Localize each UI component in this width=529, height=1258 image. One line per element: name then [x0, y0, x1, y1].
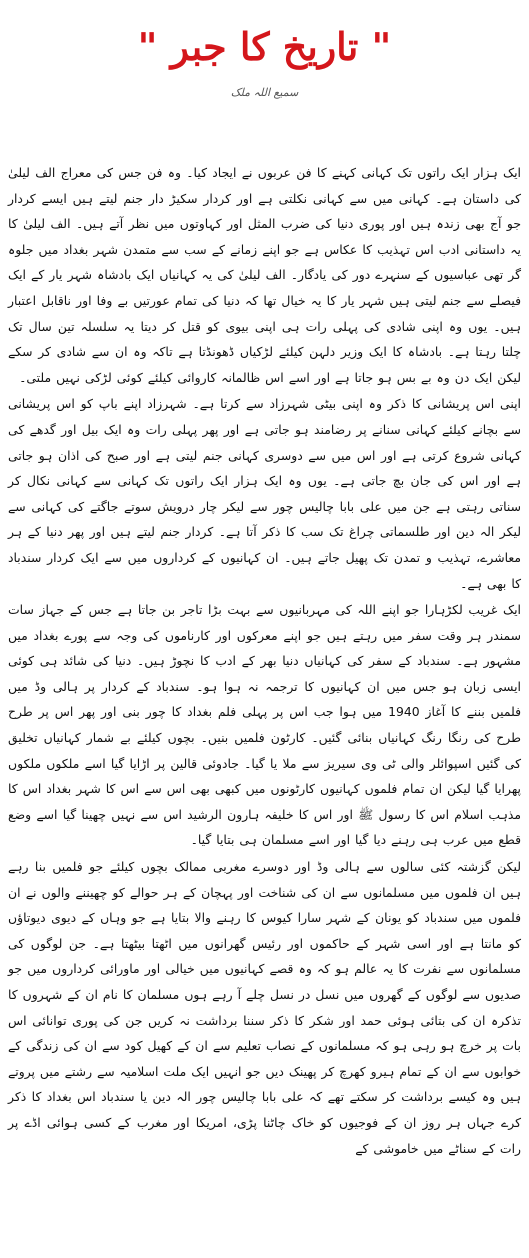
paragraph-1: ایک ہزار ایک راتوں تک کہانی کہنے کا فن عربوں نے ایجاد کیا۔ وہ فن جس کی معراج الف لیلیٰ کی داستان ہے۔ کہانی میں سے کہانی نکلتی ہے اور کردار سکیڑ دار جنم لیتے ہیں ایسے کردار جو آج بھی زندہ ہیں اور پوری دنیا کی ضرب المثل اور کہاوتوں میں نظر آتے ہیں۔ الف لیلیٰ کا یہ داستانی ادب اس تہذیب کا عکاس ہے جو اپنے زمانے کے سب سے متمدن شہر بغداد میں جلوہ گر تھی عباسیوں کے سنہرے دور کی یادگار۔ الف لیلیٰ کی یہ کہانیاں ایک بادشاہ شہر یار کے ایک فیصلے سے جنم لیتی ہیں شہر یار کا یہ خیال تھا کہ دنیا کی تمام عورتیں بے وفا اور ناقابل اعتبار ہیں۔ یوں وہ اپنی شادی کی پہلی رات ہی اپنی بیوی کو قتل کر دیتا یہ سلسلہ تین سال تک چلتا رہتا ہے۔ بادشاہ کا ایک وزیر دلہن کیلئے لڑکیاں ڈھونڈتا ہے تاکہ وہ ان سے شادی کر سکے لیکن ایک دن وہ بے بس ہو جاتا ہے اور اسے اس ظالمانہ کاروائی کیلئے کوئی لڑکی نہیں ملتی۔ — [8, 165, 521, 385]
paragraph-2: اپنی اس پریشانی کا ذکر وہ اپنی بیٹی شہرزاد سے کرتا ہے۔ شہرزاد اپنے باپ کو اس پریشانی سے بچانے کیلئے کہانی سنانے پر رضامند ہو جاتی ہے اور پھر پہلی رات وہ ایک بیل اور گدھے کی کہانی شروع کرتی ہے اور اس میں سے دوسری کہانی جنم لیتی ہے اور صبح کی اذان ہو جاتی ہے اور اس کی جان بچ جاتی ہے۔ یوں وہ ایک ہزار ایک راتوں تک کہانی سے کہانی نکال کر سناتی رہتی ہے جن میں علی بابا چالیس چور سے لیکر چار درویش سوتے جاگتے کی کہانی سے لیکر الہ دین اور طلسماتی چراغ تک سب کا ذکر آتا ہے۔ کردار جنم لیتے ہیں اور پھر دنیا کے ہر معاشرے، تہذیب و تمدن تک پھیل جاتے ہیں۔ ان کہانیوں کے کرداروں میں سے ایک کردار سندباد کا بھی ہے۔ — [8, 396, 521, 591]
article-body — [8, 160, 521, 1161]
author-byline: سمیع اللہ ملک — [230, 86, 299, 99]
article-title: " تاریخ کا جبر " — [137, 24, 392, 69]
paragraph-4: لیکن گزشتہ کئی سالوں سے ہالی وڈ اور دوسرے مغربی ممالک بچوں کیلئے جو فلمیں بنا رہے ہیں ان فلموں میں مسلمانوں سے ان کی شناخت اور پہچان کے ہر حوالے کو چھیننے والوں نے ان فلموں میں سندباد کو یونان کے شہر سارا کیوس کا رہنے والا بتایا ہے جو وہاں کے دیوی دیوتاؤں کو مانتا ہے اور اسی شہر کے حاکموں اور رئیس گھرانوں میں اٹھتا بیٹھتا ہے۔ جن لوگوں کی مسلمانوں سے نفرت کا یہ عالم ہو کہ وہ قصے کہانیوں میں خیالی اور ماورائی کرداروں میں جو صدیوں سے لوگوں کے گھروں میں نسل در نسل چلے آ رہے ہوں مسلمان کا نام ان کے شہروں کا تذکرہ ان کی بتائی ہوئی حمد اور شکر کا ذکر سننا برداشت نہ کریں جن کی پوری توانائی اس بات پر خرچ ہو رہی ہو کہ مسلمانوں کے نصاب تعلیم سے ان کے کھیل کود سے ان کی زندگی کے خوابوں سے ان کے تمام ہیرو کھرچ کر پھینک دیں جو انہیں ایک ملت اسلامیہ سے رشتے میں پروتے ہیں وہ کیسے برداشت کر سکتے تھے کہ علی بابا چالیس چور الہ دین یا سندباد اس بغداد کا ذکر کرے جہاں ہر روز ان کے فوجیوں کو خاک چاٹنا پڑی، امریکا اور مغرب کے کسی ہوائی اڈے پر رات کے سناٹے میں خاموشی کے — [8, 859, 521, 1156]
paragraph-3: ایک غریب لکڑہارا جو اپنے اللہ کی مہربانیوں سے بہت بڑا تاجر بن جاتا ہے جس کے جہاز سات سمندر ہر وقت سفر میں رہتے ہیں جو اپنے معرکوں اور کارناموں کی وجہ سے پورے بغداد میں مشہور ہے۔ سندباد کے سفر کی کہانیاں دنیا بھر کے ادب کا نچوڑ ہیں۔ دنیا کی شائد ہی کوئی ایسی زبان ہو جس میں ان کہانیوں کا ترجمہ نہ ہوا ہو۔ سندباد کے کردار پر ہالی وڈ میں فلمیں بننے کا آغاز 1940 میں ہوا جب اس پر پہلی فلم بغداد کا چور بنی اور پھر اس پر طرح طرح کی رنگا رنگ کہانیاں بنائی گئیں۔ کارٹون فلمیں بنیں۔ بچوں کیلئے بے شمار کہانیاں تخلیق کی گئیں اسپوائلر والی ٹی وی سیریز سے ملا یا گیا۔ جادوئی قالین پر اڑایا گیا اسے ملکوں ملکوں پھرایا گیا لیکن ان تمام فلموں کہانیوں کارٹونوں میں کبھی بھی اس سے اس کا شہر بغداد اس کا مذہب اسلام اس کا رسول ﷺ اور اس کا خلیفہ ہارون الرشید اس سے نہیں چھینا گیا اسے وضع قطع میں عرب ہی رہنے دیا گیا اور اسے مسلمان ہی بتایا گیا۔ — [8, 602, 522, 848]
